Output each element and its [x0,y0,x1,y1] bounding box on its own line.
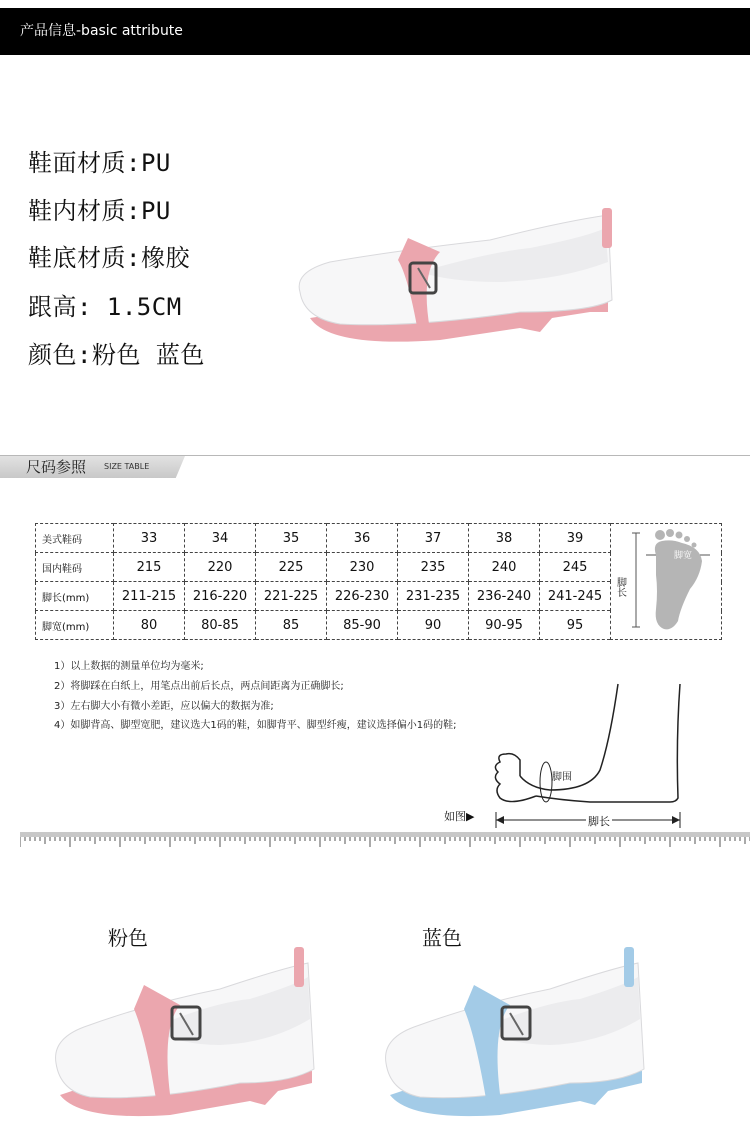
table-cell: 220 [185,553,256,582]
measure-note: 3）左右脚大小有微小差距，应以偏大的数据为准; [54,701,274,712]
table-cell: 230 [327,553,398,582]
foot-measure-diagram [440,680,690,830]
measure-note: 2）将脚踩在白纸上，用笔点出前后长点，两点间距离为正确脚长; [54,681,344,692]
blue-shoe-image [380,945,650,1125]
section-header [0,8,750,55]
table-cell: 80 [114,611,185,640]
table-cell: 240 [469,553,540,582]
table-cell: 95 [540,611,611,640]
table-cell: 38 [469,524,540,553]
table-cell: 226-230 [327,582,398,611]
table-cell: 231-235 [398,582,469,611]
table-cell: 90-95 [469,611,540,640]
table-cell: 36 [327,524,398,553]
ruler [20,830,750,848]
section-header-title: 产品信息-basic attribute [20,23,183,39]
table-cell: 85 [256,611,327,640]
table-cell: 216-220 [185,582,256,611]
table-cell: 34 [185,524,256,553]
attribute-lining-material: 鞋内材质:PU [28,197,171,225]
size-table [35,523,722,640]
foot-outline-icon [612,525,720,635]
table-cell: 215 [114,553,185,582]
table-cell: 35 [256,524,327,553]
pink-shoe-image [50,945,320,1125]
attribute-upper-material: 鞋面材质:PU [28,149,171,177]
table-cell: 37 [398,524,469,553]
size-section-subtitle: SIZE TABLE [104,462,150,471]
table-cell: 39 [540,524,611,553]
table-cell: 236-240 [469,582,540,611]
row-label: 美式鞋码 [36,524,114,553]
table-cell: 245 [540,553,611,582]
table-row [36,524,722,553]
table-cell: 221-225 [256,582,327,611]
product-shoe-image [290,200,620,350]
table-cell: 211-215 [114,582,185,611]
foot-length-label: 脚长 [614,576,626,597]
foot-width-label: 脚宽 [674,550,693,561]
attribute-sole-material: 鞋底材质:橡胶 [28,244,190,272]
length-label: 脚长 [588,815,610,828]
attribute-heel-height: 跟高: 1.5CM [28,293,182,321]
row-label: 国内鞋码 [36,553,114,582]
table-cell: 33 [114,524,185,553]
size-section-title: 尺码参照 [26,458,87,476]
measure-note: 1）以上数据的测量单位均为毫米; [54,661,204,672]
table-cell: 80-85 [185,611,256,640]
circumference-label: 脚围 [552,772,572,783]
row-label: 脚长(mm) [36,582,114,611]
as-shown-label: 如图▶ [444,810,475,823]
color-label-blue: 蓝色 [422,926,462,950]
table-cell: 85-90 [327,611,398,640]
measure-note: 4）如脚背高、脚型宽肥，建议选大1码的鞋，如脚背平、脚型纤瘦，建议选择偏小1码的鞋; [54,720,457,731]
foot-diagram-cell [611,524,722,640]
table-cell: 241-245 [540,582,611,611]
table-cell: 225 [256,553,327,582]
table-cell: 235 [398,553,469,582]
row-label: 脚宽(mm) [36,611,114,640]
attribute-colors: 颜色:粉色 蓝色 [28,341,205,369]
table-cell: 90 [398,611,469,640]
color-label-pink: 粉色 [108,926,148,950]
